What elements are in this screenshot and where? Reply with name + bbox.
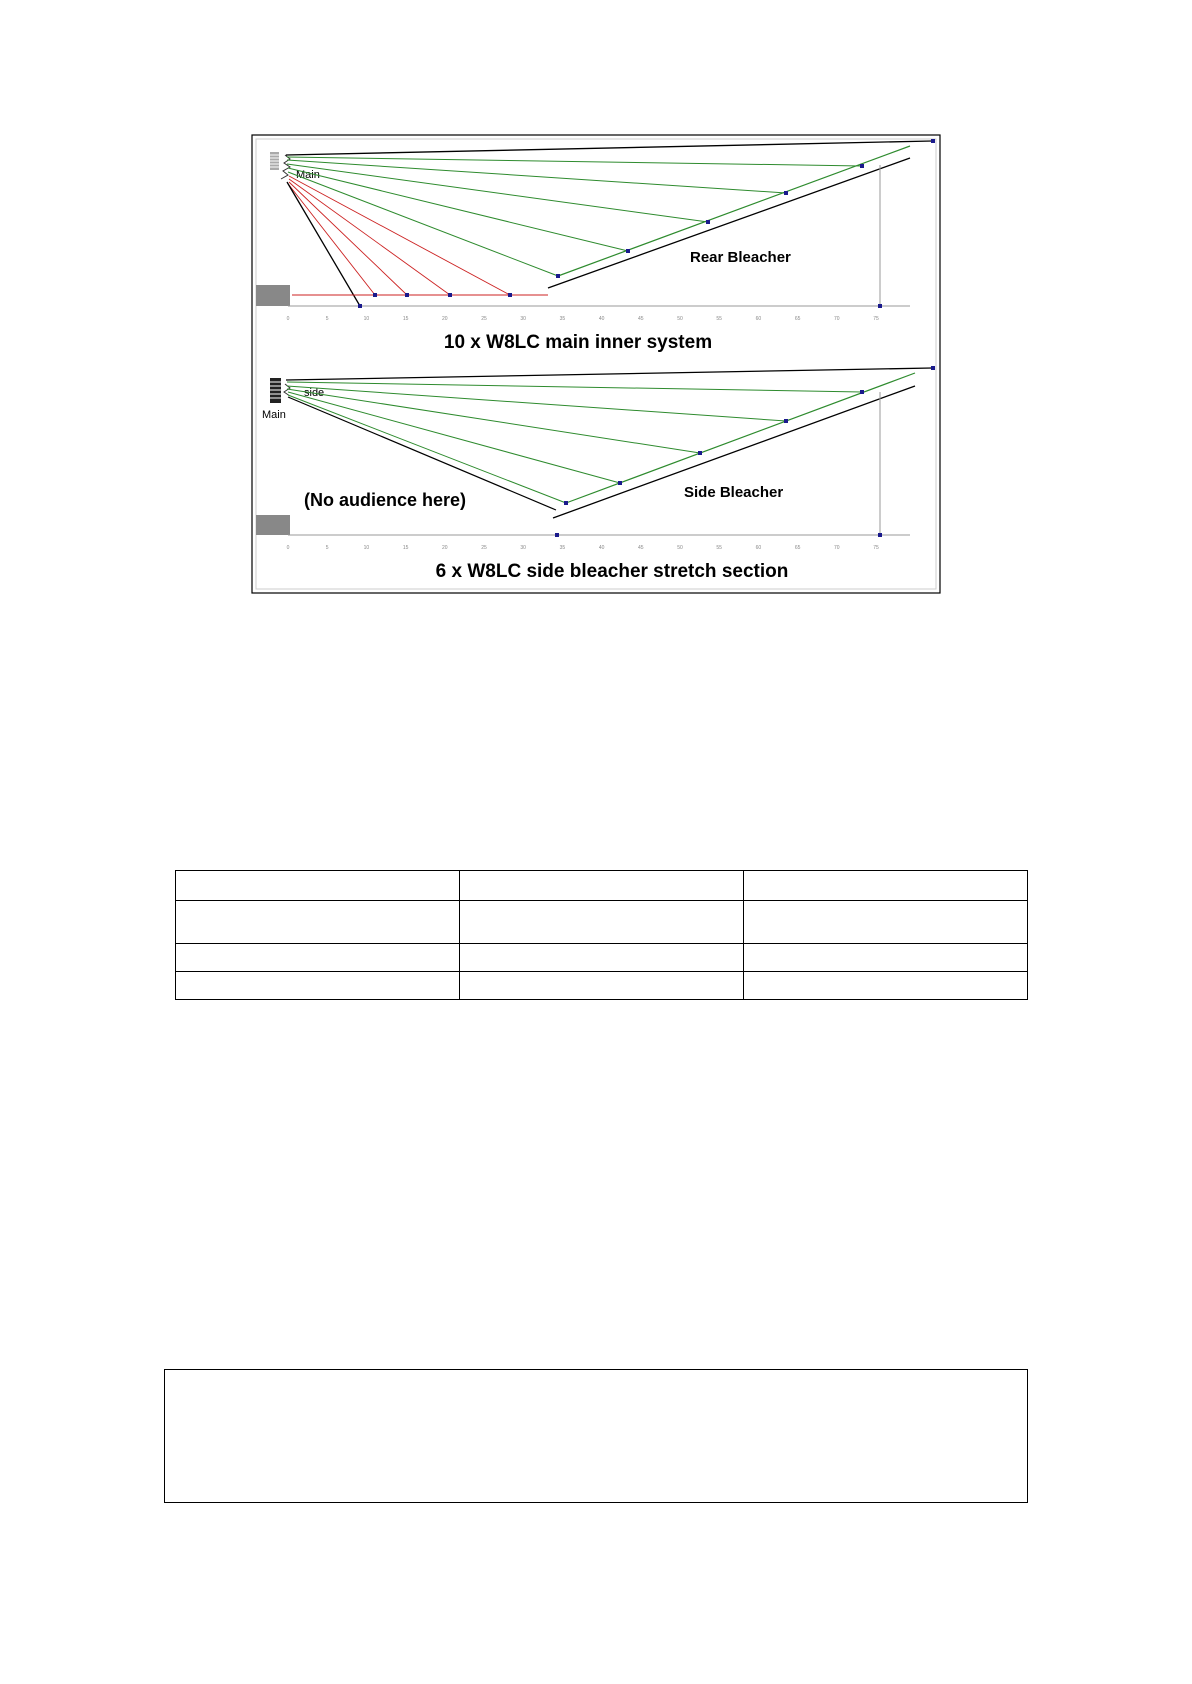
table-cell <box>744 901 1028 944</box>
axis-tick-label: 55 <box>716 316 722 322</box>
no-audience-label: (No audience here) <box>304 490 467 510</box>
axis-tick-label: 75 <box>873 316 879 322</box>
main-array-label-bottom: Main <box>262 409 286 421</box>
axis-tick-label: 10 <box>363 316 370 322</box>
table-row <box>176 871 1028 901</box>
bottom-caption: 6 x W8LC side bleacher stretch section <box>435 561 789 582</box>
figure-frame <box>252 135 940 593</box>
table-row <box>176 972 1028 1000</box>
axis-tick-label: 60 <box>755 545 762 551</box>
axis-tick-label: 25 <box>481 545 487 551</box>
table-cell <box>460 871 744 901</box>
table-cell <box>744 944 1028 972</box>
table-cell <box>744 972 1028 1000</box>
stage-block-bottom <box>256 515 290 535</box>
rear-bleacher-label: Rear Bleacher <box>690 249 791 266</box>
axis-tick-label: 35 <box>559 316 566 322</box>
axis-tick-label: 0 <box>286 316 290 322</box>
coverage-figure <box>0 0 1192 640</box>
axis-tick-label: 65 <box>794 545 801 551</box>
axis-tick-label: 10 <box>363 545 370 551</box>
table-row <box>176 901 1028 944</box>
main-array-label: Main <box>296 169 320 181</box>
table-row <box>176 944 1028 972</box>
axis-tick-label: 20 <box>442 316 448 322</box>
axis-tick-label: 35 <box>559 545 566 551</box>
axis-tick-label: 65 <box>794 316 801 322</box>
table-cell <box>176 972 460 1000</box>
table-cell <box>460 944 744 972</box>
axis-tick-label: 5 <box>325 545 329 551</box>
axis-tick-label: 40 <box>598 316 605 322</box>
axis-tick-label: 75 <box>873 545 879 551</box>
axis-tick-label: 45 <box>638 316 644 322</box>
table-cell <box>176 901 460 944</box>
axis-tick-label: 50 <box>677 316 683 322</box>
axis-tick-label: 30 <box>520 316 526 322</box>
axis-tick-label: 55 <box>716 545 722 551</box>
side-bleacher-label: Side Bleacher <box>684 484 784 501</box>
axis-tick-label: 70 <box>834 316 840 322</box>
axis-tick-label: 30 <box>520 545 526 551</box>
note-box <box>164 1369 1028 1503</box>
axis-tick-label: 60 <box>755 316 762 322</box>
axis-tick-label: 0 <box>286 545 290 551</box>
top-caption: 10 x W8LC main inner system <box>443 332 713 353</box>
spec-table <box>175 870 1028 1000</box>
axis-tick-label: 70 <box>834 545 840 551</box>
axis-tick-label: 5 <box>325 316 329 322</box>
axis-tick-label: 50 <box>677 545 683 551</box>
stage-block <box>256 285 290 306</box>
axis-tick-label: 45 <box>638 545 644 551</box>
axis-tick-label: 15 <box>402 316 409 322</box>
table-cell <box>176 944 460 972</box>
side-array-label: side <box>304 387 325 399</box>
axis-tick-label: 40 <box>598 545 605 551</box>
axis-tick-label: 25 <box>481 316 487 322</box>
table-cell <box>460 901 744 944</box>
table-cell <box>744 871 1028 901</box>
table-cell <box>176 871 460 901</box>
axis-tick-label: 20 <box>442 545 448 551</box>
axis-tick-label: 15 <box>402 545 409 551</box>
table-cell <box>460 972 744 1000</box>
